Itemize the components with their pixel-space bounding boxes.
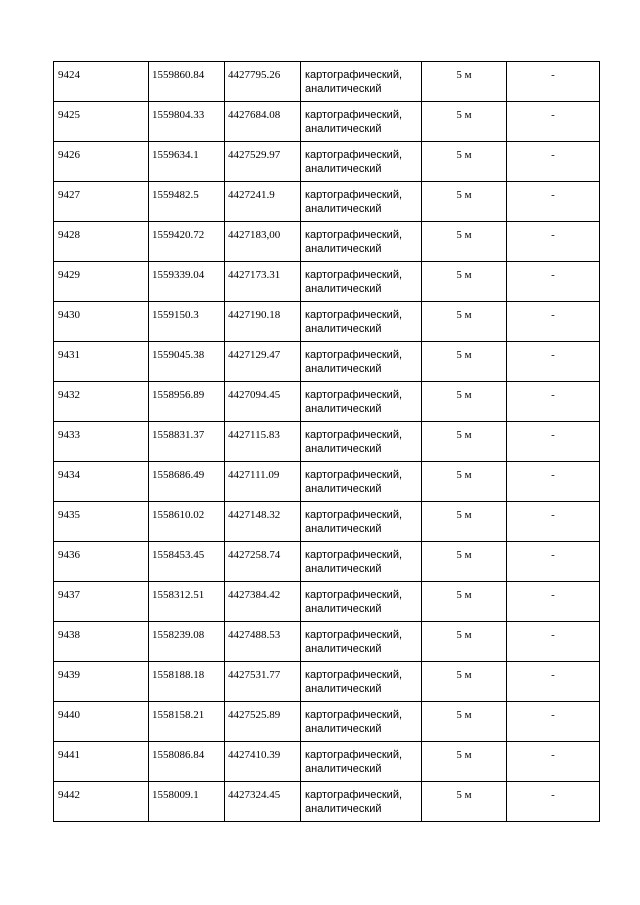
accuracy-cell-text: 5 м <box>456 189 472 201</box>
description-cell <box>507 422 600 462</box>
description-cell-text: - <box>551 469 555 481</box>
y-coordinate-cell-text: 4427525.89 <box>228 709 281 721</box>
accuracy-cell-text: 5 м <box>456 669 472 681</box>
description-cell-text: - <box>551 189 555 201</box>
description-cell-text: - <box>551 509 555 521</box>
y-coordinate-cell <box>225 582 301 622</box>
description-cell <box>507 782 600 822</box>
y-coordinate-cell-text: 4427384.42 <box>228 589 281 601</box>
point-number-cell <box>54 222 149 262</box>
method-cell <box>301 102 422 142</box>
accuracy-cell <box>422 622 507 662</box>
point-number-cell <box>54 142 149 182</box>
point-number-cell <box>54 422 149 462</box>
table-row <box>54 582 600 622</box>
method-line-2: аналитический <box>305 643 382 655</box>
accuracy-cell-text: 5 м <box>456 549 472 561</box>
point-number-cell-text: 9440 <box>58 709 80 721</box>
description-cell-text: - <box>551 149 555 161</box>
y-coordinate-cell-text: 4427111.09 <box>228 469 280 481</box>
description-cell <box>507 702 600 742</box>
y-coordinate-cell <box>225 502 301 542</box>
method-line-2: аналитический <box>305 803 382 815</box>
description-cell-text: - <box>551 669 555 681</box>
method-text <box>301 182 421 216</box>
description-cell <box>507 542 600 582</box>
point-number-cell-text: 9432 <box>58 389 80 401</box>
x-coordinate-cell <box>149 62 225 102</box>
accuracy-cell <box>422 422 507 462</box>
method-line-1: картографический, <box>305 429 403 441</box>
method-cell <box>301 422 422 462</box>
method-line-2: аналитический <box>305 683 382 695</box>
point-number-cell-text: 9434 <box>58 469 80 481</box>
point-number-cell <box>54 302 149 342</box>
description-cell <box>507 462 600 502</box>
table-row <box>54 342 600 382</box>
x-coordinate-cell-text: 1559804.33 <box>152 109 205 121</box>
accuracy-cell <box>422 342 507 382</box>
x-coordinate-cell-text: 1558686.49 <box>152 469 205 481</box>
point-number-cell <box>54 702 149 742</box>
method-cell <box>301 742 422 782</box>
x-coordinate-cell <box>149 142 225 182</box>
x-coordinate-cell <box>149 462 225 502</box>
description-cell-text: - <box>551 69 555 81</box>
method-line-2: аналитический <box>305 443 382 455</box>
point-number-cell-text: 9435 <box>58 509 80 521</box>
y-coordinate-cell-text: 4427531.77 <box>228 669 281 681</box>
table-row <box>54 462 600 502</box>
method-cell <box>301 302 422 342</box>
accuracy-cell-text: 5 м <box>456 629 472 641</box>
x-coordinate-cell <box>149 622 225 662</box>
y-coordinate-cell <box>225 702 301 742</box>
description-cell-text: - <box>551 269 555 281</box>
point-number-cell <box>54 782 149 822</box>
method-line-2: аналитический <box>305 203 382 215</box>
point-number-cell-text: 9428 <box>58 229 80 241</box>
point-number-cell-text: 9431 <box>58 349 80 361</box>
accuracy-cell <box>422 382 507 422</box>
accuracy-cell <box>422 742 507 782</box>
y-coordinate-cell <box>225 542 301 582</box>
y-coordinate-cell-text: 4427795.26 <box>228 69 281 81</box>
description-cell <box>507 622 600 662</box>
point-number-cell-text: 9433 <box>58 429 80 441</box>
method-line-1: картографический, <box>305 509 403 521</box>
y-coordinate-cell-text: 4427183,00 <box>228 229 281 241</box>
method-cell <box>301 462 422 502</box>
y-coordinate-cell <box>225 182 301 222</box>
accuracy-cell-text: 5 м <box>456 389 472 401</box>
table-row <box>54 62 600 102</box>
x-coordinate-cell-text: 1558009.1 <box>152 789 199 801</box>
method-text <box>301 262 421 296</box>
method-line-1: картографический, <box>305 189 403 201</box>
y-coordinate-cell-text: 4427529.97 <box>228 149 281 161</box>
method-line-2: аналитический <box>305 123 382 135</box>
point-number-cell-text: 9441 <box>58 749 80 761</box>
description-cell <box>507 662 600 702</box>
y-coordinate-cell-text: 4427173.31 <box>228 269 281 281</box>
description-cell-text: - <box>551 709 555 721</box>
accuracy-cell <box>422 502 507 542</box>
method-text <box>301 582 421 616</box>
x-coordinate-cell-text: 1559420.72 <box>152 229 205 241</box>
method-line-2: аналитический <box>305 83 382 95</box>
y-coordinate-cell-text: 4427488.53 <box>228 629 281 641</box>
y-coordinate-cell <box>225 102 301 142</box>
accuracy-cell-text: 5 м <box>456 509 472 521</box>
y-coordinate-cell <box>225 422 301 462</box>
y-coordinate-cell <box>225 782 301 822</box>
method-line-1: картографический, <box>305 589 403 601</box>
point-number-cell-text: 9442 <box>58 789 80 801</box>
point-number-cell <box>54 662 149 702</box>
method-line-2: аналитический <box>305 763 382 775</box>
point-number-cell-text: 9439 <box>58 669 80 681</box>
method-cell <box>301 582 422 622</box>
point-number-cell <box>54 182 149 222</box>
point-number-cell <box>54 262 149 302</box>
x-coordinate-cell <box>149 222 225 262</box>
method-text <box>301 222 421 256</box>
accuracy-cell <box>422 302 507 342</box>
method-cell <box>301 382 422 422</box>
point-number-cell-text: 9430 <box>58 309 80 321</box>
x-coordinate-cell <box>149 582 225 622</box>
method-line-2: аналитический <box>305 243 382 255</box>
x-coordinate-cell <box>149 502 225 542</box>
accuracy-cell-text: 5 м <box>456 69 472 81</box>
point-number-cell-text: 9424 <box>58 69 80 81</box>
x-coordinate-cell-text: 1559150.3 <box>152 309 199 321</box>
method-line-1: картографический, <box>305 629 403 641</box>
method-cell <box>301 142 422 182</box>
accuracy-cell <box>422 102 507 142</box>
x-coordinate-cell-text: 1558312.51 <box>152 589 205 601</box>
accuracy-cell-text: 5 м <box>456 309 472 321</box>
description-cell-text: - <box>551 789 555 801</box>
accuracy-cell <box>422 182 507 222</box>
table-row <box>54 262 600 302</box>
table-row <box>54 102 600 142</box>
y-coordinate-cell <box>225 342 301 382</box>
method-line-2: аналитический <box>305 323 382 335</box>
accuracy-cell <box>422 702 507 742</box>
method-text <box>301 462 421 496</box>
x-coordinate-cell-text: 1559045.38 <box>152 349 205 361</box>
description-cell <box>507 302 600 342</box>
description-cell <box>507 582 600 622</box>
description-cell-text: - <box>551 389 555 401</box>
method-cell <box>301 342 422 382</box>
y-coordinate-cell <box>225 302 301 342</box>
description-cell-text: - <box>551 309 555 321</box>
accuracy-cell-text: 5 м <box>456 789 472 801</box>
description-cell-text: - <box>551 749 555 761</box>
point-number-cell <box>54 62 149 102</box>
method-line-2: аналитический <box>305 603 382 615</box>
x-coordinate-cell-text: 1558956.89 <box>152 389 205 401</box>
accuracy-cell <box>422 142 507 182</box>
y-coordinate-cell <box>225 382 301 422</box>
method-cell <box>301 182 422 222</box>
y-coordinate-cell <box>225 662 301 702</box>
method-line-2: аналитический <box>305 163 382 175</box>
accuracy-cell <box>422 582 507 622</box>
method-line-1: картографический, <box>305 109 403 121</box>
method-text <box>301 662 421 696</box>
x-coordinate-cell-text: 1558610.02 <box>152 509 205 521</box>
method-text <box>301 302 421 336</box>
y-coordinate-cell-text: 4427148.32 <box>228 509 281 521</box>
method-line-1: картографический, <box>305 709 403 721</box>
x-coordinate-cell <box>149 542 225 582</box>
accuracy-cell <box>422 262 507 302</box>
method-line-1: картографический, <box>305 69 403 81</box>
y-coordinate-cell-text: 4427684.08 <box>228 109 281 121</box>
point-number-cell-text: 9437 <box>58 589 80 601</box>
accuracy-cell <box>422 662 507 702</box>
table-row <box>54 742 600 782</box>
method-text <box>301 382 421 416</box>
y-coordinate-cell-text: 4427115.83 <box>228 429 280 441</box>
y-coordinate-cell-text: 4427258.74 <box>228 549 281 561</box>
description-cell <box>507 382 600 422</box>
method-text <box>301 502 421 536</box>
accuracy-cell <box>422 222 507 262</box>
point-number-cell <box>54 542 149 582</box>
x-coordinate-cell-text: 1559339.04 <box>152 269 205 281</box>
x-coordinate-cell-text: 1558158.21 <box>152 709 205 721</box>
description-cell-text: - <box>551 629 555 641</box>
table-row <box>54 382 600 422</box>
x-coordinate-cell-text: 1559482.5 <box>152 189 199 201</box>
table-row <box>54 662 600 702</box>
table-row <box>54 542 600 582</box>
method-cell <box>301 222 422 262</box>
x-coordinate-cell <box>149 342 225 382</box>
accuracy-cell-text: 5 м <box>456 109 472 121</box>
y-coordinate-cell <box>225 62 301 102</box>
description-cell-text: - <box>551 549 555 561</box>
method-text <box>301 422 421 456</box>
description-cell <box>507 222 600 262</box>
x-coordinate-cell <box>149 662 225 702</box>
method-line-2: аналитический <box>305 483 382 495</box>
method-line-1: картографический, <box>305 229 403 241</box>
method-line-1: картографический, <box>305 389 403 401</box>
description-cell-text: - <box>551 349 555 361</box>
y-coordinate-cell <box>225 622 301 662</box>
description-cell <box>507 262 600 302</box>
method-line-2: аналитический <box>305 403 382 415</box>
x-coordinate-cell-text: 1558453.45 <box>152 549 205 561</box>
method-cell <box>301 542 422 582</box>
y-coordinate-cell <box>225 142 301 182</box>
x-coordinate-cell <box>149 382 225 422</box>
method-line-2: аналитический <box>305 723 382 735</box>
method-cell <box>301 502 422 542</box>
method-line-1: картографический, <box>305 669 403 681</box>
table-row <box>54 222 600 262</box>
point-number-cell <box>54 502 149 542</box>
method-text <box>301 622 421 656</box>
x-coordinate-cell <box>149 422 225 462</box>
table-row <box>54 182 600 222</box>
y-coordinate-cell <box>225 262 301 302</box>
method-line-1: картографический, <box>305 749 403 761</box>
method-line-1: картографический, <box>305 789 403 801</box>
table-row <box>54 782 600 822</box>
point-number-cell-text: 9425 <box>58 109 80 121</box>
y-coordinate-cell-text: 4427241.9 <box>228 189 275 201</box>
accuracy-cell-text: 5 м <box>456 429 472 441</box>
method-text <box>301 782 421 816</box>
accuracy-cell-text: 5 м <box>456 349 472 361</box>
point-number-cell-text: 9427 <box>58 189 80 201</box>
description-cell-text: - <box>551 429 555 441</box>
description-cell <box>507 182 600 222</box>
description-cell-text: - <box>551 229 555 241</box>
method-text <box>301 62 421 96</box>
point-number-cell-text: 9426 <box>58 149 80 161</box>
method-line-2: аналитический <box>305 563 382 575</box>
x-coordinate-cell <box>149 182 225 222</box>
table-row <box>54 422 600 462</box>
coordinates-table-body <box>54 62 600 822</box>
method-line-1: картографический, <box>305 549 403 561</box>
x-coordinate-cell-text: 1558239.08 <box>152 629 205 641</box>
y-coordinate-cell-text: 4427094.45 <box>228 389 281 401</box>
accuracy-cell <box>422 542 507 582</box>
point-number-cell-text: 9436 <box>58 549 80 561</box>
x-coordinate-cell-text: 1558831.37 <box>152 429 205 441</box>
accuracy-cell <box>422 462 507 502</box>
y-coordinate-cell-text: 4427190.18 <box>228 309 281 321</box>
point-number-cell <box>54 742 149 782</box>
method-line-1: картографический, <box>305 349 403 361</box>
accuracy-cell-text: 5 м <box>456 149 472 161</box>
y-coordinate-cell <box>225 742 301 782</box>
y-coordinate-cell-text: 4427410.39 <box>228 749 281 761</box>
method-cell <box>301 662 422 702</box>
method-cell <box>301 622 422 662</box>
x-coordinate-cell <box>149 782 225 822</box>
accuracy-cell <box>422 782 507 822</box>
method-line-2: аналитический <box>305 283 382 295</box>
y-coordinate-cell <box>225 222 301 262</box>
method-cell <box>301 782 422 822</box>
point-number-cell <box>54 342 149 382</box>
point-number-cell <box>54 102 149 142</box>
description-cell <box>507 102 600 142</box>
method-text <box>301 142 421 176</box>
method-cell <box>301 702 422 742</box>
table-row <box>54 622 600 662</box>
table-row <box>54 142 600 182</box>
description-cell <box>507 742 600 782</box>
x-coordinate-cell <box>149 262 225 302</box>
point-number-cell <box>54 462 149 502</box>
x-coordinate-cell-text: 1559634.1 <box>152 149 199 161</box>
y-coordinate-cell-text: 4427324.45 <box>228 789 281 801</box>
x-coordinate-cell <box>149 702 225 742</box>
method-text <box>301 702 421 736</box>
accuracy-cell-text: 5 м <box>456 749 472 761</box>
point-number-cell-text: 9438 <box>58 629 80 641</box>
description-cell-text: - <box>551 109 555 121</box>
method-text <box>301 742 421 776</box>
method-cell <box>301 62 422 102</box>
table-row <box>54 702 600 742</box>
point-number-cell-text: 9429 <box>58 269 80 281</box>
x-coordinate-cell <box>149 742 225 782</box>
coordinates-table <box>53 61 600 822</box>
x-coordinate-cell <box>149 102 225 142</box>
x-coordinate-cell-text: 1558086.84 <box>152 749 205 761</box>
method-line-2: аналитический <box>305 523 382 535</box>
method-text <box>301 102 421 136</box>
point-number-cell <box>54 622 149 662</box>
accuracy-cell-text: 5 м <box>456 589 472 601</box>
x-coordinate-cell <box>149 302 225 342</box>
method-line-1: картографический, <box>305 469 403 481</box>
method-cell <box>301 262 422 302</box>
accuracy-cell-text: 5 м <box>456 469 472 481</box>
table-row <box>54 502 600 542</box>
y-coordinate-cell-text: 4427129.47 <box>228 349 281 361</box>
method-text <box>301 342 421 376</box>
description-cell <box>507 142 600 182</box>
point-number-cell <box>54 582 149 622</box>
accuracy-cell-text: 5 м <box>456 269 472 281</box>
point-number-cell <box>54 382 149 422</box>
accuracy-cell <box>422 62 507 102</box>
description-cell-text: - <box>551 589 555 601</box>
method-line-1: картографический, <box>305 269 403 281</box>
method-line-1: картографический, <box>305 149 403 161</box>
method-line-1: картографический, <box>305 309 403 321</box>
description-cell <box>507 342 600 382</box>
table-row <box>54 302 600 342</box>
accuracy-cell-text: 5 м <box>456 229 472 241</box>
description-cell <box>507 502 600 542</box>
method-line-2: аналитический <box>305 363 382 375</box>
x-coordinate-cell-text: 1559860.84 <box>152 69 205 81</box>
description-cell <box>507 62 600 102</box>
x-coordinate-cell-text: 1558188.18 <box>152 669 205 681</box>
y-coordinate-cell <box>225 462 301 502</box>
accuracy-cell-text: 5 м <box>456 709 472 721</box>
method-text <box>301 542 421 576</box>
